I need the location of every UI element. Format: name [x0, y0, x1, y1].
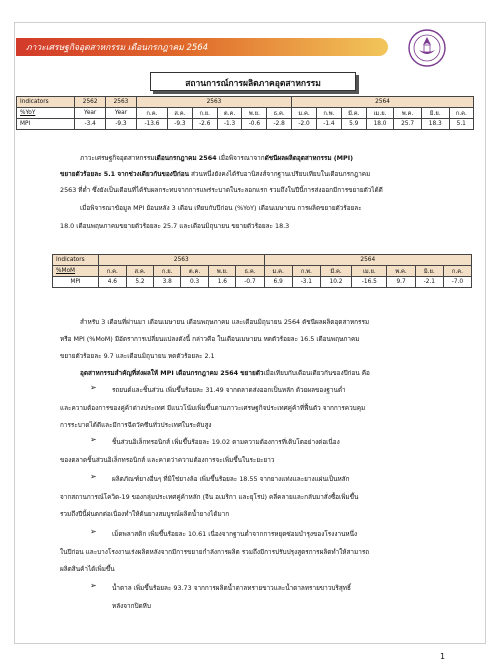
group-2563-header: 2563 — [99, 255, 265, 266]
month-header: ส.ค. — [126, 266, 154, 277]
indicators-header: Indicators — [17, 97, 75, 108]
table-cell: 5.1 — [449, 119, 473, 130]
table-cell: -0.6 — [242, 119, 267, 130]
table-cell: 1.6 — [209, 277, 236, 288]
month-header: ต.ค. — [181, 266, 209, 277]
mpi-row-label: MPI — [53, 277, 99, 288]
month-header: ส.ค. — [168, 108, 193, 119]
mpi-yoy-table — [16, 96, 474, 130]
bullet-line: ของตลาดชิ้นส่วนอิเล็กทรอนิกส์ และคาดว่าความต้องการจะเพิ่มขึ้นในระยะยาว — [60, 456, 275, 464]
bullet-line: ผลิตภัณฑ์ยางอื่นๆ ที่มิใช่ยางล้อ เพิ่มขึ้นร้อยละ 18.55 จากยางแท่งและยางแผ่นเป็นหลัก — [112, 475, 350, 483]
year-label: Year — [75, 108, 106, 119]
arrow-bullet-icon: ➢ — [90, 581, 97, 590]
table-cell: 10.2 — [320, 277, 351, 288]
table-cell: -1.4 — [317, 119, 342, 130]
bullet-line: รวมถึงปีนี้ฝนตกต่อเนื่องทำให้ต้นยางสมบูรณ์ผลิตน้ำยางได้มาก — [60, 510, 230, 518]
table-cell: 18.0 — [366, 119, 394, 130]
month-header: มี.ค. — [320, 266, 351, 277]
month-header: พ.ค. — [394, 108, 422, 119]
table-cell: -2.0 — [292, 119, 317, 130]
month-header: พ.ย. — [209, 266, 236, 277]
table-cell: 25.7 — [394, 119, 422, 130]
table-cell: -9.3 — [106, 119, 137, 130]
month-header: พ.ค. — [387, 266, 415, 277]
month-header: มี.ค. — [341, 108, 366, 119]
year-2562-header: 2562 — [75, 97, 106, 108]
bullet-line: จากสถานการณ์โควิด-19 ของกลุ่มประเทศคู่ค้าหลัก (จีน อเมริกา และยุโรป) คลี่คลายและกลับมาสั่งซื้อเพิ่มขึ้น — [60, 493, 359, 501]
table-cell: 3.8 — [154, 277, 181, 288]
month-header: ต.ค. — [217, 108, 242, 119]
paragraph-line: 2563 ที่ต่ำ ซึ่งยังเป็นเดือนที่ได้รับผลกระทบจากการแพร่ระบาดในระลอกแรก รวมถึงในปีนี้การส่งออกมีการขยายตัวได้ดี — [60, 186, 383, 194]
month-header: ก.ค. — [136, 108, 167, 119]
bullet-line: หลังจากปิดหีบ — [112, 602, 151, 610]
table-cell: -16.5 — [352, 277, 387, 288]
table-cell: -3.4 — [75, 119, 106, 130]
text-run: ภาวะเศรษฐกิจอุตสาหกรรม — [80, 154, 155, 162]
month-header: ม.ค. — [292, 108, 317, 119]
group-2563-header: 2563 — [136, 97, 291, 108]
paragraph-line: สำหรับ 3 เดือนที่ผ่านมา เดือนเมษายน เดือนพฤษภาคม และเดือนมิถุนายน 2564 ดัชนีผลผลิตอุตสาหกรรม — [80, 318, 370, 326]
table-cell: 9.7 — [387, 277, 415, 288]
bullet-line: รถยนต์และชิ้นส่วน เพิ่มขึ้นร้อยละ 31.49 จากตลาดส่งออกเป็นหลัก ด้วยผลของฐานต่ำ — [112, 386, 346, 394]
table-cell: -2.1 — [415, 277, 443, 288]
table-cell: 6.9 — [264, 277, 292, 288]
paragraph-line: เมื่อพิจารณาข้อมูล MPI ย้อนหลัง 3 เดือน เทียบกับปีก่อน (%YoY) เดือนเมษายน การผลิตขยายตัวร้อยละ — [80, 204, 362, 212]
mpi-mom-table — [52, 254, 472, 288]
month-header: ก.ค. — [443, 266, 471, 277]
header-title: ภาวะเศรษฐกิจอุตสาหกรรม เดือนกรกฎาคม 2564 — [26, 43, 209, 53]
paragraph-line — [80, 369, 370, 378]
arrow-bullet-icon: ➢ — [90, 527, 97, 536]
paragraph-line: 18.0 เดือนพฤษภาคมขยายตัวร้อยละ 25.7 และเดือนมิถุนายน ขยายตัวร้อยละ 18.3 — [60, 222, 290, 230]
indicators-header: Indicators — [53, 255, 99, 266]
text-run: เมื่อเทียบกับเดือนเดียวกันของปีก่อน คือ — [263, 369, 370, 377]
bullet-line: ชิ้นส่วนอิเล็กทรอนิกส์ เพิ่มขึ้นร้อยละ 19.02 ตามความต้องการที่เติบโตอย่างต่อเนื่อง — [112, 438, 340, 446]
bullet-line: เม็ดพลาสติก เพิ่มขึ้นร้อยละ 10.61 เนื่องจากฐานต่ำจากการหยุดซ่อมบำรุงของโรงงานหนึ่ง — [112, 530, 358, 538]
section-title: สถานการณ์การผลิตภาคอุตสาหกรรม — [185, 79, 321, 89]
table-cell: -0.7 — [236, 277, 264, 288]
table-cell: -2.8 — [267, 119, 292, 130]
bullet-line: ในปีก่อน และบางโรงงานเร่งผลิตหลังจากมีการขยายกำลังการผลิต รวมถึงมีการปรับปรุงสูตรการผลิตทำให้สามารถ — [60, 548, 370, 556]
arrow-bullet-icon: ➢ — [90, 472, 97, 481]
table-cell: 5.9 — [341, 119, 366, 130]
arrow-bullet-icon: ➢ — [90, 383, 97, 392]
month-header: ก.ย. — [154, 266, 181, 277]
table-cell: -1.3 — [217, 119, 242, 130]
mpi-row-label: MPI — [17, 119, 75, 130]
month-header: ธ.ค. — [236, 266, 264, 277]
year-2563-header: 2563 — [106, 97, 137, 108]
paragraph-line: ขยายตัวร้อยละ 9.7 และเดือนมิถุนายน หดตัวร้อยละ 2.1 — [60, 352, 215, 360]
table-cell: 18.3 — [421, 119, 449, 130]
table-cell: -13.6 — [136, 119, 167, 130]
table-row — [53, 277, 472, 288]
ministry-logo-icon — [404, 28, 450, 68]
month-header: ก.ค. — [449, 108, 473, 119]
yoy-label: %YoY — [17, 108, 75, 119]
paragraph-line — [80, 154, 353, 163]
mom-label: %MoM — [53, 266, 99, 277]
table-row — [17, 119, 474, 130]
month-header: ก.ย. — [192, 108, 217, 119]
month-header: เม.ย. — [366, 108, 394, 119]
text-run-bold: ดัชนีผลผลิตอุตสาหกรรม (MPI) — [264, 154, 354, 162]
table-cell: 0.3 — [181, 277, 209, 288]
bullet-line: น้ำตาล เพิ่มขึ้นร้อยละ 93.73 จากการผลิตน้ำตาลทรายขาวและน้ำตาลทรายขาวบริสุทธิ์ — [112, 584, 351, 592]
month-header: มิ.ย. — [415, 266, 443, 277]
table-cell: -2.6 — [192, 119, 217, 130]
table-cell: -9.3 — [168, 119, 193, 130]
bullet-line: และความต้องการของคู่ค้าต่างประเทศ มีแนวโน้มเพิ่มขึ้นตามภาวะเศรษฐกิจประเทศคู่ค้าที่ฟื้นตัว จากการควบคุม — [60, 404, 366, 412]
month-header: ก.พ. — [292, 266, 320, 277]
text-run: ส่วนหนึ่งยังคงได้รับอานิสงส์จากฐานเปรียบเทียบในเดือนกรกฎาคม — [188, 170, 371, 178]
group-2564-header: 2564 — [264, 255, 471, 266]
table-cell: 5.2 — [126, 277, 154, 288]
month-header: ก.ค. — [99, 266, 127, 277]
page-number: 1 — [440, 652, 446, 661]
year-label: Year — [106, 108, 137, 119]
bullet-line: การระบาดได้ดีและมีการฉีดวัคซีนทั่วประเทศในระดับสูง — [60, 421, 212, 429]
month-header: เม.ย. — [352, 266, 387, 277]
month-header: มิ.ย. — [421, 108, 449, 119]
month-header: ก.พ. — [317, 108, 342, 119]
text-run-bold: ขยายตัวร้อยละ 5.1 จากช่วงเดียวกันของปีก่อน — [60, 170, 189, 178]
text-run-bold: เดือนกรกฎาคม 2564 — [154, 154, 217, 162]
group-2564-header: 2564 — [292, 97, 474, 108]
month-header: ธ.ค. — [267, 108, 292, 119]
table-cell: -3.1 — [292, 277, 320, 288]
paragraph-line — [60, 170, 370, 179]
arrow-bullet-icon: ➢ — [90, 435, 97, 444]
paragraph-line: หรือ MPI (%MoM) มีอัตราการเปลี่ยนแปลงดังนี้ กล่าวคือ ในเดือนเมษายน หดตัวร้อยละ 16.5 เดือนพฤษภาคม — [60, 335, 360, 343]
table-cell: -7.0 — [443, 277, 471, 288]
text-run: เมื่อพิจารณาจาก — [216, 154, 265, 162]
table-cell: 4.6 — [99, 277, 127, 288]
month-header: พ.ย. — [242, 108, 267, 119]
month-header: ม.ค. — [264, 266, 292, 277]
text-run-bold: อุตสาหกรรมสำคัญที่ส่งผลให้ MPI เดือนกรกฎาคม 2564 ขยายตัว — [80, 369, 264, 377]
bullet-line: ผลิตสินค้าได้เพิ่มขึ้น — [60, 565, 115, 573]
